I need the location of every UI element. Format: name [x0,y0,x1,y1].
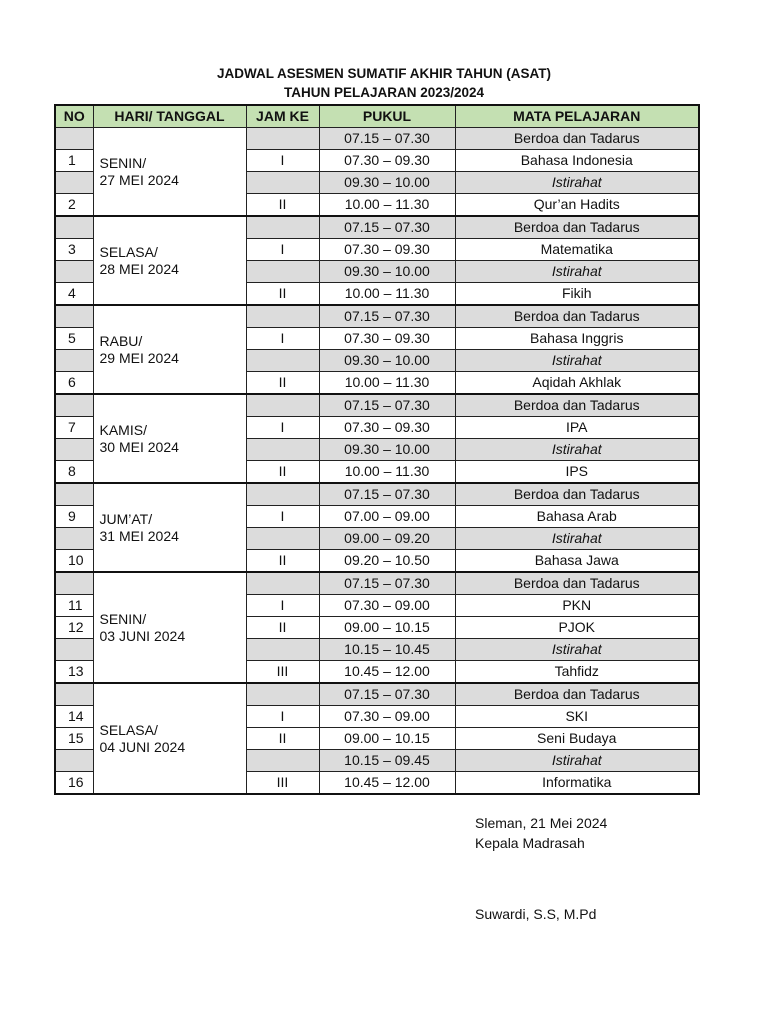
period-cell: I [246,595,319,617]
period-cell: I [246,328,319,350]
row-number [55,128,93,150]
row-number [55,483,93,506]
break-cell: Istirahat [455,439,699,461]
row-number: 1 [55,150,93,172]
row-number [55,261,93,283]
table-row [55,216,699,239]
subject-cell: PKN [455,595,699,617]
row-number [55,439,93,461]
day-date-cell [93,683,246,794]
day-name: RABU/ [99,332,143,349]
period-cell: I [246,150,319,172]
signature-role: Kepala Madrasah [475,835,585,851]
day-date-cell [93,483,246,572]
subject-cell: IPS [455,461,699,484]
day-name: SENIN/ [99,610,147,627]
row-number [55,572,93,595]
time-cell: 09.30 – 10.00 [319,261,455,283]
period-cell [246,305,319,328]
period-cell [246,639,319,661]
header-subject: MATA PELAJARAN [455,105,699,128]
subject-cell: Qur’an Hadits [455,194,699,217]
table-row [55,683,699,706]
row-number: 5 [55,328,93,350]
subject-cell: Berdoa dan Tadarus [455,128,699,150]
period-cell [246,528,319,550]
day-name: KAMIS/ [99,421,147,438]
break-cell: Istirahat [455,639,699,661]
subject-cell: Berdoa dan Tadarus [455,683,699,706]
row-number: 14 [55,706,93,728]
schedule-table [54,104,700,795]
time-cell: 07.30 – 09.00 [319,706,455,728]
header-no: NO [55,105,93,128]
period-cell: III [246,661,319,684]
row-number [55,394,93,417]
row-number: 10 [55,550,93,573]
period-cell [246,128,319,150]
day-name: SELASA/ [99,721,158,738]
table-row [55,305,699,328]
document-subtitle: TAHUN PELAJARAN 2023/2024 [283,85,485,100]
day-date: 27 MEI 2024 [99,171,179,188]
day-name: SENIN/ [99,154,147,171]
time-cell: 07.15 – 07.30 [319,216,455,239]
subject-cell: Bahasa Jawa [455,550,699,573]
time-cell: 07.15 – 07.30 [319,572,455,595]
table-row [55,483,699,506]
row-number: 16 [55,772,93,795]
time-cell: 07.30 – 09.30 [319,417,455,439]
signature-place-date: Sleman, 21 Mei 2024 [475,815,608,831]
day-date-cell [93,394,246,483]
subject-cell: Bahasa Arab [455,506,699,528]
subject-cell: Berdoa dan Tadarus [455,572,699,595]
period-cell: II [246,283,319,306]
row-number: 13 [55,661,93,684]
table-header-row [55,105,699,128]
subject-cell: SKI [455,706,699,728]
subject-cell: Bahasa Indonesia [455,150,699,172]
subject-cell: Berdoa dan Tadarus [455,216,699,239]
day-date: 03 JUNI 2024 [99,627,186,644]
day-date: 28 MEI 2024 [99,260,179,277]
row-number [55,172,93,194]
header-time: PUKUL [319,105,455,128]
subject-cell: IPA [455,417,699,439]
time-cell: 10.45 – 12.00 [319,661,455,684]
day-date-cell [93,216,246,305]
time-cell: 07.30 – 09.30 [319,328,455,350]
period-cell: II [246,461,319,484]
break-cell: Istirahat [455,750,699,772]
period-cell [246,572,319,595]
day-name: JUM’AT/ [99,510,153,527]
period-cell [246,261,319,283]
row-number: 9 [55,506,93,528]
period-cell [246,172,319,194]
row-number [55,750,93,772]
time-cell: 07.30 – 09.30 [319,150,455,172]
time-cell: 07.15 – 07.30 [319,128,455,150]
period-cell [246,483,319,506]
period-cell [246,216,319,239]
break-cell: Istirahat [455,172,699,194]
subject-cell: Berdoa dan Tadarus [455,394,699,417]
row-number: 8 [55,461,93,484]
break-cell: Istirahat [455,261,699,283]
row-number: 11 [55,595,93,617]
time-cell: 10.00 – 11.30 [319,461,455,484]
subject-cell: Tahfidz [455,661,699,684]
day-name: SELASA/ [99,243,158,260]
subject-cell: Seni Budaya [455,728,699,750]
row-number: 4 [55,283,93,306]
time-cell: 07.15 – 07.30 [319,305,455,328]
time-cell: 09.00 – 09.20 [319,528,455,550]
row-number [55,216,93,239]
table-row [55,128,699,150]
row-number: 15 [55,728,93,750]
row-number: 12 [55,617,93,639]
period-cell [246,683,319,706]
table-body [55,128,699,795]
period-cell: III [246,772,319,795]
document-title: JADWAL ASESMEN SUMATIF AKHIR TAHUN (ASAT) [217,66,551,81]
time-cell: 10.00 – 11.30 [319,194,455,217]
day-date-cell [93,572,246,683]
day-date-cell [93,128,246,217]
header-period: JAM KE [246,105,319,128]
time-cell: 10.15 – 10.45 [319,639,455,661]
subject-cell: Berdoa dan Tadarus [455,305,699,328]
subject-cell: Informatika [455,772,699,795]
period-cell [246,750,319,772]
time-cell: 07.15 – 07.30 [319,394,455,417]
table-row [55,394,699,417]
subject-cell: Fikih [455,283,699,306]
break-cell: Istirahat [455,528,699,550]
signature-name: Suwardi, S.S, M.Pd [475,906,597,922]
time-cell: 09.00 – 10.15 [319,728,455,750]
period-cell [246,394,319,417]
time-cell: 07.30 – 09.30 [319,239,455,261]
period-cell: II [246,372,319,395]
table-row [55,572,699,595]
period-cell: I [246,239,319,261]
period-cell: II [246,194,319,217]
row-number [55,305,93,328]
time-cell: 07.15 – 07.30 [319,683,455,706]
day-date: 31 MEI 2024 [99,527,179,544]
row-number [55,350,93,372]
time-cell: 09.30 – 10.00 [319,350,455,372]
period-cell: II [246,550,319,573]
period-cell: II [246,617,319,639]
subject-cell: Berdoa dan Tadarus [455,483,699,506]
subject-cell: Matematika [455,239,699,261]
time-cell: 10.45 – 12.00 [319,772,455,795]
time-cell: 09.30 – 10.00 [319,172,455,194]
time-cell: 09.00 – 10.15 [319,617,455,639]
period-cell: I [246,706,319,728]
time-cell: 10.00 – 11.30 [319,283,455,306]
time-cell: 07.15 – 07.30 [319,483,455,506]
row-number: 2 [55,194,93,217]
day-date-cell [93,305,246,394]
row-number [55,528,93,550]
time-cell: 07.30 – 09.00 [319,595,455,617]
day-date: 29 MEI 2024 [99,349,179,366]
time-cell: 09.20 – 10.50 [319,550,455,573]
time-cell: 10.15 – 09.45 [319,750,455,772]
row-number [55,683,93,706]
time-cell: 07.00 – 09.00 [319,506,455,528]
header-day-date: HARI/ TANGGAL [93,105,246,128]
period-cell: I [246,506,319,528]
subject-cell: Aqidah Akhlak [455,372,699,395]
row-number [55,639,93,661]
day-date: 04 JUNI 2024 [99,738,186,755]
row-number: 7 [55,417,93,439]
period-cell: I [246,417,319,439]
subject-cell: PJOK [455,617,699,639]
row-number: 6 [55,372,93,395]
period-cell [246,350,319,372]
day-date: 30 MEI 2024 [99,438,179,455]
period-cell [246,439,319,461]
subject-cell: Bahasa Inggris [455,328,699,350]
time-cell: 09.30 – 10.00 [319,439,455,461]
time-cell: 10.00 – 11.30 [319,372,455,395]
break-cell: Istirahat [455,350,699,372]
row-number: 3 [55,239,93,261]
period-cell: II [246,728,319,750]
